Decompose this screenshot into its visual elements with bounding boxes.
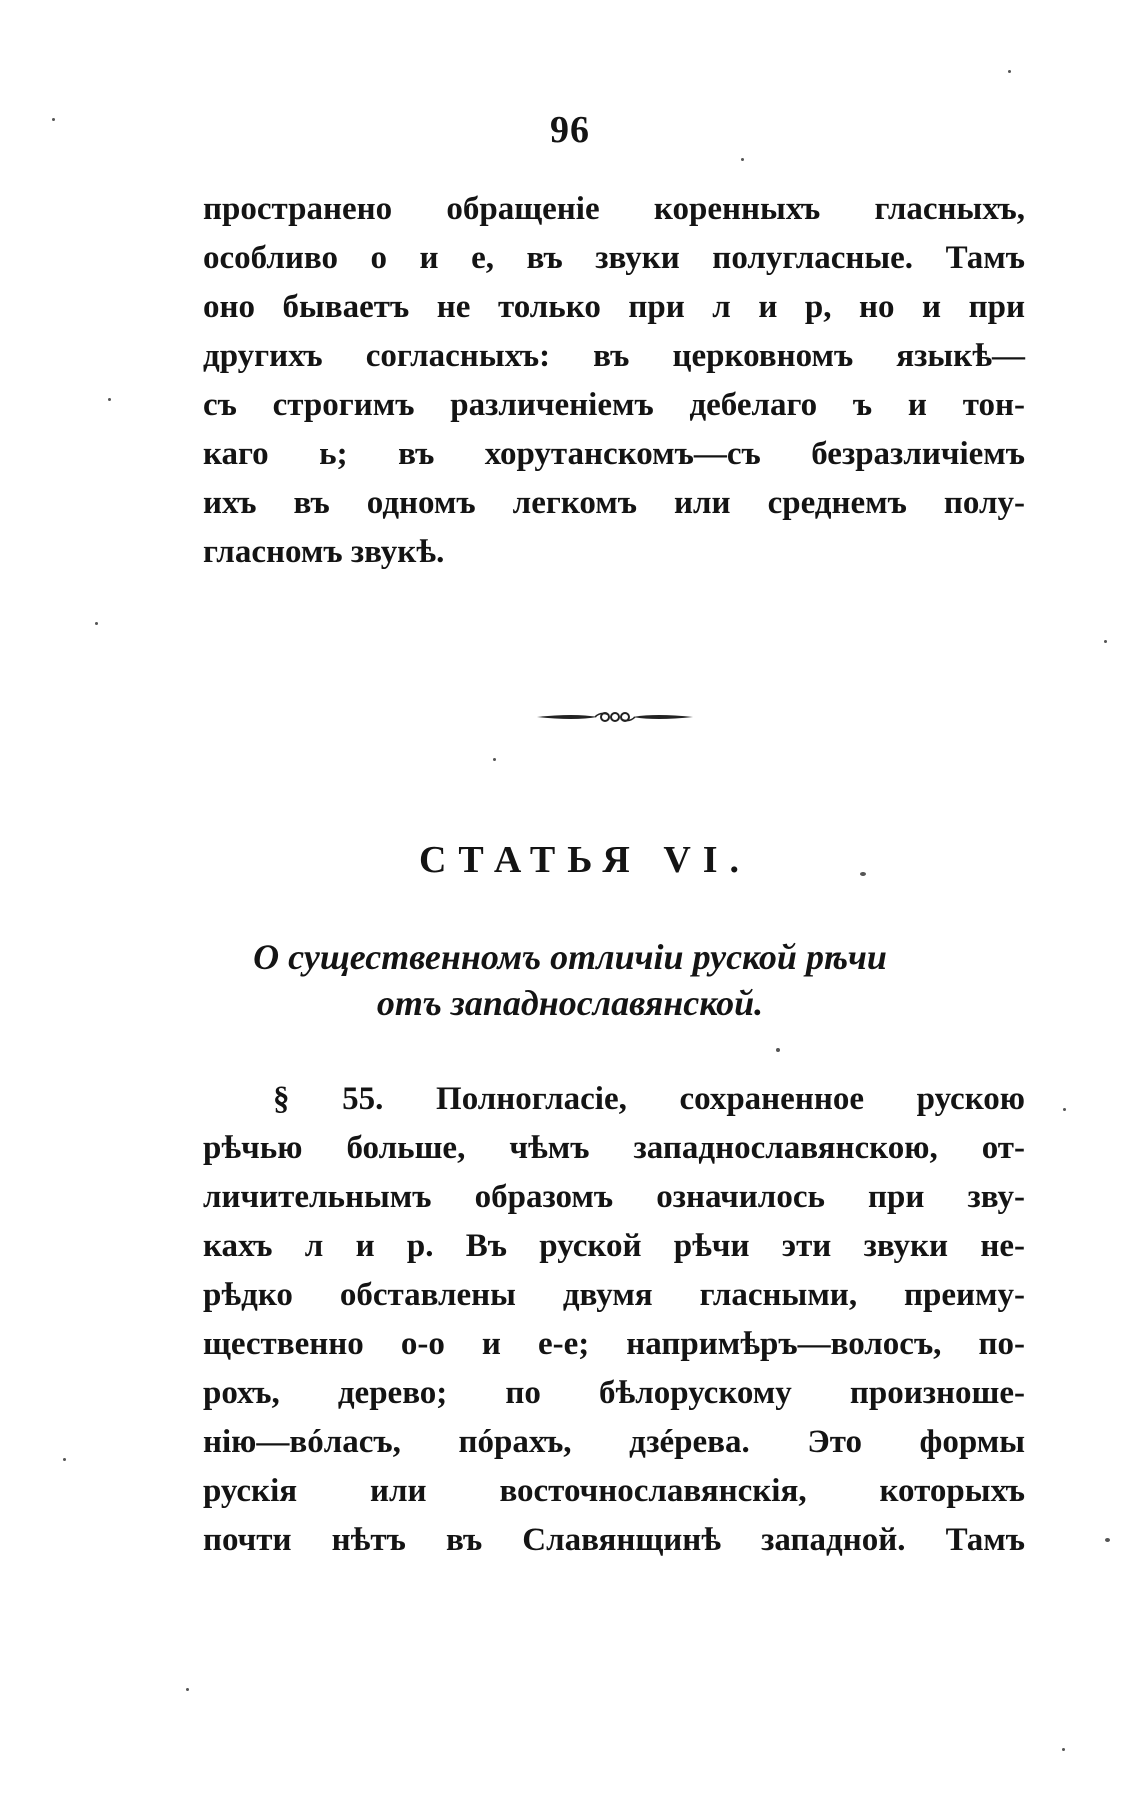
text-line: пространено обращеніе коренныхъ гласныхъ, bbox=[203, 191, 1025, 227]
text-line: рохъ, дерево; по бѣлорускому произноше- bbox=[203, 1375, 1025, 1411]
scan-speck bbox=[860, 872, 866, 876]
page-number: 96 bbox=[550, 109, 590, 151]
text-line: личительнымъ образомъ означилось при зву- bbox=[203, 1179, 1025, 1215]
text-line: каго ь; въ хорутанскомъ—съ безразличіемъ bbox=[203, 436, 1025, 472]
text-line: рѣчью больше, чѣмъ западнославянскою, от- bbox=[203, 1130, 1025, 1166]
paragraph-55 bbox=[203, 1075, 1025, 1565]
section-subtitle: отъ западнославянской. bbox=[376, 983, 764, 1023]
text-line: съ строгимъ различеніемъ дебелаго ъ и тон- bbox=[203, 387, 1025, 423]
scan-speck bbox=[776, 1048, 780, 1052]
text-line: § 55. Полногласіе, сохраненное рускою bbox=[273, 1081, 1025, 1117]
scan-speck bbox=[95, 622, 98, 625]
scan-speck bbox=[1104, 640, 1107, 643]
text-line: рускія или восточнославянскія, которыхъ bbox=[203, 1473, 1025, 1509]
text-line: кахъ л и р. Въ руской рѣчи эти звуки не- bbox=[203, 1228, 1025, 1264]
scan-speck bbox=[1105, 1538, 1110, 1542]
text-line: гласномъ звукѣ. bbox=[203, 534, 445, 570]
section-subtitle: О существенномъ отличіи руской рѣчи bbox=[253, 937, 887, 977]
scan-speck bbox=[1062, 1748, 1065, 1751]
scan-speck bbox=[63, 1458, 66, 1461]
scan-speck bbox=[186, 1688, 189, 1691]
ornament-divider-icon bbox=[535, 705, 695, 729]
text-line: нію—вóласъ, пóрахъ, дзéрева. Это формы bbox=[203, 1424, 1025, 1460]
scan-speck bbox=[108, 398, 111, 401]
text-line: особливо о и е, въ звуки полугласные. Тамъ bbox=[203, 240, 1025, 276]
text-line: другихъ согласныхъ: въ церковномъ языкѣ— bbox=[203, 338, 1025, 374]
scan-speck bbox=[1008, 70, 1011, 73]
scan-speck bbox=[1063, 1108, 1066, 1111]
paragraph-top bbox=[203, 185, 1025, 577]
scan-speck bbox=[741, 158, 744, 161]
section-heading: СТАТЬЯ VI. bbox=[418, 839, 752, 881]
text-line: почти нѣтъ въ Славянщинѣ западной. Тамъ bbox=[203, 1522, 1025, 1558]
scan-speck bbox=[493, 758, 496, 761]
text-line: ихъ въ одномъ легкомъ или среднемъ полу- bbox=[203, 485, 1025, 521]
text-line: рѣдко обставлены двумя гласными, преиму- bbox=[203, 1277, 1025, 1313]
scan-speck bbox=[52, 118, 55, 121]
text-line: щественно о-о и е-е; напримѣръ—волосъ, по- bbox=[203, 1326, 1025, 1362]
text-line: оно бываетъ не только при л и р, но и при bbox=[203, 289, 1025, 325]
